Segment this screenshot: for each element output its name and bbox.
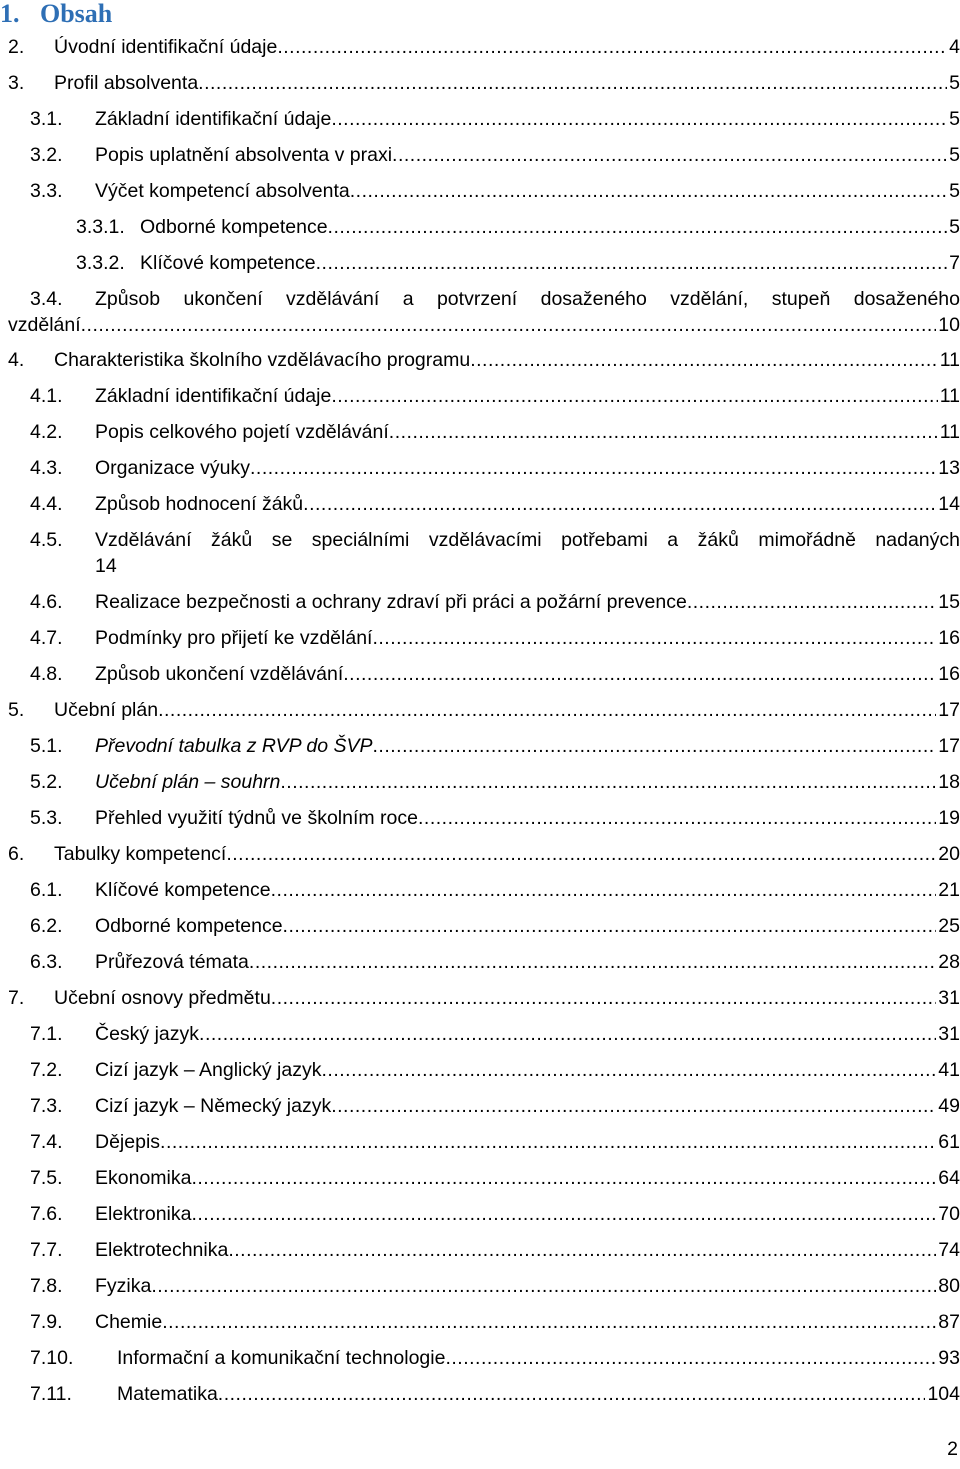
page-number: 2 — [947, 1438, 958, 1460]
toc-entry-number: 4.6. — [30, 591, 63, 613]
toc-entry-number: 6.3. — [30, 951, 63, 973]
toc-entry-page: 16 — [938, 663, 960, 685]
toc-entry-label-line2: 14 — [95, 555, 117, 577]
dot-leader — [331, 383, 937, 409]
toc-entry-label: Elektrotechnika — [95, 1239, 229, 1261]
toc-entry[interactable] — [0, 455, 960, 481]
toc-entry-label: Ekonomika — [95, 1167, 192, 1189]
toc-entry[interactable] — [0, 527, 960, 579]
toc-entry[interactable] — [0, 1381, 960, 1407]
dot-leader — [316, 250, 948, 276]
toc-entry-label: Charakteristika školního vzdělávacího programu — [54, 349, 471, 371]
dot-leader — [271, 877, 937, 903]
toc-entry-number: 5. — [8, 699, 25, 721]
toc-entry-label: Odborné kompetence — [95, 915, 283, 937]
dot-leader — [250, 455, 936, 481]
toc-entry[interactable] — [0, 214, 960, 240]
toc-entry[interactable] — [0, 769, 960, 795]
toc-entry[interactable] — [0, 1021, 960, 1047]
toc-entry-page: 13 — [938, 457, 960, 479]
toc-entry-label: Informační a komunikační technologie — [117, 1347, 446, 1369]
toc-entry-label: Tabulky kompetencí — [54, 843, 227, 865]
toc-entry-number: 7.6. — [30, 1203, 63, 1225]
toc-entry[interactable] — [0, 805, 960, 831]
dot-leader — [328, 214, 948, 240]
dot-leader — [343, 661, 936, 687]
toc-entry-page: 19 — [938, 807, 960, 829]
toc-entry-page: 31 — [938, 987, 960, 1009]
toc-entry-page: 21 — [938, 879, 960, 901]
toc-entry-page: 104 — [927, 1383, 960, 1405]
toc-entry-page: 74 — [938, 1239, 960, 1261]
toc-entry[interactable] — [0, 1201, 960, 1227]
toc-entry-page: 5 — [949, 216, 960, 238]
toc-entry-page: 5 — [949, 108, 960, 130]
toc-entry-page: 70 — [938, 1203, 960, 1225]
toc-entry[interactable] — [0, 733, 960, 759]
toc-entry-page: 17 — [938, 735, 960, 757]
toc-entry[interactable] — [0, 1345, 960, 1371]
dot-leader — [687, 589, 936, 615]
toc-entry-page: 16 — [938, 627, 960, 649]
toc-entry[interactable] — [0, 1093, 960, 1119]
toc-entry[interactable] — [0, 250, 960, 276]
toc-entry-page: 5 — [949, 180, 960, 202]
dot-leader — [331, 1093, 936, 1119]
toc-entry-label-line1: Vzdělávání žáků se speciálními vzdělávacími potřebami a žáků mimořádně nadaných — [95, 529, 960, 551]
toc-entry-page: 87 — [938, 1311, 960, 1333]
dot-leader — [470, 347, 938, 373]
dot-leader — [191, 1165, 936, 1191]
toc-entry-label: Popis uplatnění absolventa v praxi — [95, 144, 393, 166]
toc-entry-number: 4. — [8, 349, 25, 371]
toc-entry-label: Fyzika — [95, 1275, 152, 1297]
toc-entry-label: Cizí jazyk – Anglický jazyk — [95, 1059, 322, 1081]
toc-entry-label: Průřezová témata — [95, 951, 249, 973]
toc-entry[interactable] — [0, 34, 960, 60]
toc-entry-label: Elektronika — [95, 1203, 192, 1225]
toc-entry-number: 3.1. — [30, 108, 63, 130]
dot-leader — [226, 841, 936, 867]
toc-entry[interactable] — [0, 1237, 960, 1263]
toc-entry-page: 28 — [938, 951, 960, 973]
toc-entry-label: Přehled využití týdnů ve školním roce — [95, 807, 418, 829]
toc-entry-number: 7.7. — [30, 1239, 63, 1261]
toc-entry-page: 5 — [949, 72, 960, 94]
toc-entry[interactable] — [0, 70, 960, 96]
toc-entry[interactable] — [0, 1273, 960, 1299]
toc-entry-label: Způsob hodnocení žáků — [95, 493, 304, 515]
toc-entry[interactable] — [0, 949, 960, 975]
dot-leader — [191, 1201, 936, 1227]
toc-entry-page: 17 — [938, 699, 960, 721]
toc-entry-label: vzdělání — [8, 314, 81, 336]
toc-entry-label: Realizace bezpečnosti a ochrany zdraví při práci a požární prevence — [95, 591, 687, 613]
toc-entry-label: Cizí jazyk – Německý jazyk — [95, 1095, 332, 1117]
dot-leader — [372, 625, 936, 651]
toc-entry[interactable] — [0, 877, 960, 903]
toc-entry[interactable] — [0, 985, 960, 1011]
toc-entry[interactable] — [0, 625, 960, 651]
toc-entry-page: 11 — [939, 421, 960, 443]
dot-leader — [158, 697, 936, 723]
dot-leader — [271, 985, 937, 1011]
toc-entry-label: Úvodní identifikační údaje — [54, 36, 278, 58]
dot-leader — [228, 1237, 936, 1263]
toc-entry[interactable] — [0, 347, 960, 373]
toc-entry-label: Učební plán – souhrn — [95, 771, 281, 793]
dot-leader — [277, 34, 947, 60]
toc-entry-number: 3.3.1. — [76, 216, 125, 238]
toc-entry-label: Chemie — [95, 1311, 163, 1333]
toc-entry[interactable] — [0, 913, 960, 939]
toc-entry-number: 7.1. — [30, 1023, 63, 1045]
toc-entry[interactable] — [0, 178, 960, 204]
dot-leader — [283, 913, 937, 939]
toc-entry-page: 7 — [949, 252, 960, 274]
toc-entry-number: 4.3. — [30, 457, 63, 479]
toc-title-text: Obsah — [40, 0, 113, 28]
dot-leader — [322, 1057, 937, 1083]
dot-leader — [350, 178, 947, 204]
toc-entry-label: Učební plán — [54, 699, 159, 721]
toc-entry-number: 4.1. — [30, 385, 63, 407]
toc-entry-page: 20 — [938, 843, 960, 865]
dot-leader — [218, 1381, 926, 1407]
toc-entry-number: 5.2. — [30, 771, 63, 793]
toc-entry-number: 4.7. — [30, 627, 63, 649]
dot-leader — [280, 769, 936, 795]
toc-entry-page: 4 — [949, 36, 960, 58]
toc-entry[interactable] — [0, 1129, 960, 1155]
toc-entry-number: 3.2. — [30, 144, 63, 166]
toc-entry[interactable] — [0, 1057, 960, 1083]
toc-entry-label: Podmínky pro přijetí ke vzdělání — [95, 627, 373, 649]
toc-entry-page: 25 — [938, 915, 960, 937]
dot-leader — [389, 419, 938, 445]
toc-entry-label: Dějepis — [95, 1131, 161, 1153]
toc-entry-number: 4.2. — [30, 421, 63, 443]
toc-entry-number: 3. — [8, 72, 25, 94]
toc-entry-label: Odborné kompetence — [140, 216, 328, 238]
dot-leader — [249, 949, 936, 975]
toc-entry-page: 31 — [938, 1023, 960, 1045]
toc-entry-number: 5.3. — [30, 807, 63, 829]
dot-leader — [151, 1273, 936, 1299]
toc-entry[interactable] — [0, 1165, 960, 1191]
toc-title — [0, 0, 112, 28]
toc-entry-number: 5.1. — [30, 735, 63, 757]
toc-entry-page: 64 — [938, 1167, 960, 1189]
dot-leader — [81, 312, 937, 338]
toc-entry[interactable] — [0, 142, 960, 168]
toc-entry-number: 6. — [8, 843, 25, 865]
toc-entry-page: 41 — [938, 1059, 960, 1081]
toc-entry-page: 11 — [939, 349, 960, 371]
dot-leader — [331, 106, 947, 132]
toc-entry-page: 18 — [938, 771, 960, 793]
toc-entry-page: 61 — [938, 1131, 960, 1153]
toc-entry-number: 3.4. — [30, 288, 63, 310]
toc-entry-number: 7.5. — [30, 1167, 63, 1189]
toc-entry-number: 7.8. — [30, 1275, 63, 1297]
toc-entry-number: 4.5. — [30, 529, 63, 551]
toc-entry-page: 14 — [938, 493, 960, 515]
toc-entry-page: 15 — [938, 591, 960, 613]
toc-entry[interactable] — [0, 419, 960, 445]
toc-entry-number: 4.8. — [30, 663, 63, 685]
toc-entry-number: 7.3. — [30, 1095, 63, 1117]
toc-entry[interactable] — [0, 1309, 960, 1335]
toc-entry-label-line1: Způsob ukončení vzdělávání a potvrzení dosaženého vzdělání, stupeň dosaženého — [95, 288, 960, 310]
toc-entry-number: 3.3. — [30, 180, 63, 202]
toc-entry[interactable] — [0, 841, 960, 867]
toc-entry-page: 93 — [938, 1347, 960, 1369]
toc-entry[interactable] — [0, 383, 960, 409]
toc-entry[interactable] — [0, 286, 960, 338]
toc-entry-page: 10 — [938, 314, 960, 336]
toc-entry-number: 6.2. — [30, 915, 63, 937]
toc-entry-number: 4.4. — [30, 493, 63, 515]
toc-entry-number: 6.1. — [30, 879, 63, 901]
dot-leader — [392, 142, 947, 168]
toc-entry-label: Základní identifikační údaje — [95, 108, 332, 130]
toc-entry-label: Převodní tabulka z RVP do ŠVP — [95, 735, 373, 757]
toc-entry-page: 11 — [939, 385, 960, 407]
toc-entry-page: 5 — [949, 144, 960, 166]
toc-entry-number: 7.4. — [30, 1131, 63, 1153]
toc-entry-label: Popis celkového pojetí vzdělávání — [95, 421, 389, 443]
toc-entry-label: Základní identifikační údaje — [95, 385, 332, 407]
toc-entry-label: Způsob ukončení vzdělávání — [95, 663, 344, 685]
dot-leader — [445, 1345, 936, 1371]
toc-entry-label: Výčet kompetencí absolventa — [95, 180, 350, 202]
dot-leader — [162, 1309, 936, 1335]
toc-entry-number: 3.3.2. — [76, 252, 125, 274]
toc-entry-label: Český jazyk — [95, 1023, 200, 1045]
toc-entry-page: 80 — [938, 1275, 960, 1297]
toc-title-number: 1. — [0, 0, 20, 28]
toc-entry[interactable] — [0, 661, 960, 687]
toc-entry-label: Matematika — [117, 1383, 218, 1405]
dot-leader — [373, 733, 937, 759]
toc-entry-label: Profil absolventa — [54, 72, 199, 94]
toc-entry-number: 7.10. — [30, 1347, 74, 1369]
toc-entry-number: 7.11. — [30, 1383, 72, 1405]
dot-leader — [418, 805, 936, 831]
toc-entry[interactable] — [0, 697, 960, 723]
dot-leader — [160, 1129, 936, 1155]
toc-entry[interactable] — [0, 589, 960, 615]
toc-entry-label: Klíčové kompetence — [140, 252, 316, 274]
toc-entry-page: 49 — [938, 1095, 960, 1117]
dot-leader — [198, 70, 947, 96]
dot-leader — [199, 1021, 936, 1047]
dot-leader — [303, 491, 936, 517]
toc-entry-number: 7.2. — [30, 1059, 63, 1081]
toc-entry-number: 7. — [8, 987, 25, 1009]
toc-entry-label: Klíčové kompetence — [95, 879, 271, 901]
toc-entry-number: 2. — [8, 36, 25, 58]
toc-entry-label: Organizace výuky — [95, 457, 250, 479]
toc-entry-number: 7.9. — [30, 1311, 63, 1333]
toc-entry[interactable] — [0, 106, 960, 132]
toc-entry[interactable] — [0, 491, 960, 517]
toc-entry-label: Učební osnovy předmětu — [54, 987, 271, 1009]
